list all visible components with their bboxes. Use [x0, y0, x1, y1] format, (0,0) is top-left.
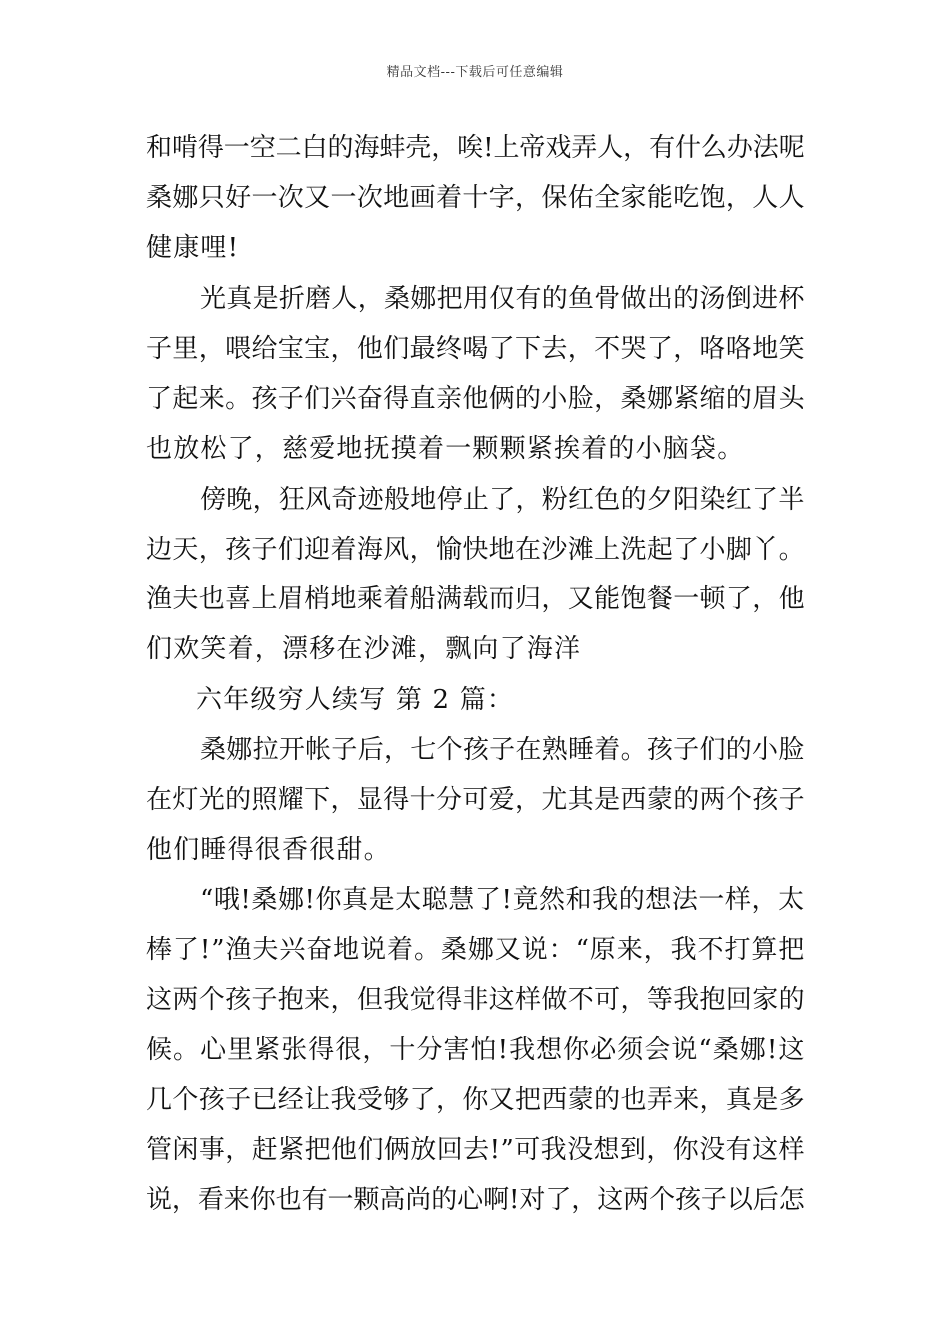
- paragraph-first-line: 傍晚，狂风奇迹般地停止了，粉红色的夕阳染红了半: [200, 485, 805, 515]
- text-line-6: 了起来。孩子们兴奋得直亲他俩的小脸，桑娜紧缩的眉头: [146, 384, 806, 414]
- text-line-11: 们欢笑着，漂移在沙滩，飘向了海洋: [146, 634, 582, 664]
- text-line-17: 棒了!”渔夫兴奋地说着。桑娜又说：“原来，我不打算把: [146, 935, 806, 965]
- text-line-15: 他们睡得很香很甜。: [146, 835, 391, 865]
- text-line-7: 也放松了，慈爱地抚摸着一颗颗紧挨着的小脑袋。: [146, 434, 745, 464]
- page-header: 精品文档---下载后可任意编辑: [386, 65, 564, 80]
- paragraph-first-line: 桑娜拉开帐子后，七个孩子在熟睡着。孩子们的小脸: [200, 735, 805, 765]
- text-line-18: 这两个孩子抱来，但我觉得非这样做不可，等我抱回家的: [146, 985, 806, 1015]
- text-line-5: 子里，喂给宝宝，他们最终喝了下去，不哭了，咯咯地笑: [146, 334, 806, 364]
- section-heading: 六年级穷人续写 第 2 篇：: [196, 685, 515, 715]
- text-line-20: 几个孩子已经让我受够了，你又把西蒙的也弄来，真是多: [146, 1085, 806, 1115]
- text-line-1: 和啃得一空二白的海蚌壳，唉!上帝戏弄人，有什么办法呢: [146, 133, 805, 163]
- text-line-14: 在灯光的照耀下，显得十分可爱，尤其是西蒙的两个孩子: [146, 785, 806, 815]
- text-line-9: 边天，孩子们迎着海风，愉快地在沙滩上洗起了小脚丫。: [146, 535, 806, 565]
- paragraph-first-line: 光真是折磨人，桑娜把用仅有的鱼骨做出的汤倒进杯: [200, 284, 805, 314]
- text-line-10: 渔夫也喜上眉梢地乘着船满载而归，又能饱餐一顿了，他: [146, 584, 806, 614]
- text-line-3: 健康哩!: [146, 233, 240, 263]
- paragraph-first-line: “哦!桑娜!你真是太聪慧了!竟然和我的想法一样，太: [200, 885, 805, 915]
- text-line-19: 候。心里紧张得很，十分害怕!我想你必须会说“桑娜!这: [146, 1035, 806, 1065]
- text-line-21: 管闲事，赶紧把他们俩放回去!”可我没想到，你没有这样: [146, 1135, 805, 1165]
- text-line-2: 桑娜只好一次又一次地画着十字，保佑全家能吃饱，人人: [146, 183, 806, 213]
- text-line-22: 说，看来你也有一颗高尚的心啊!对了，这两个孩子以后怎: [146, 1185, 805, 1215]
